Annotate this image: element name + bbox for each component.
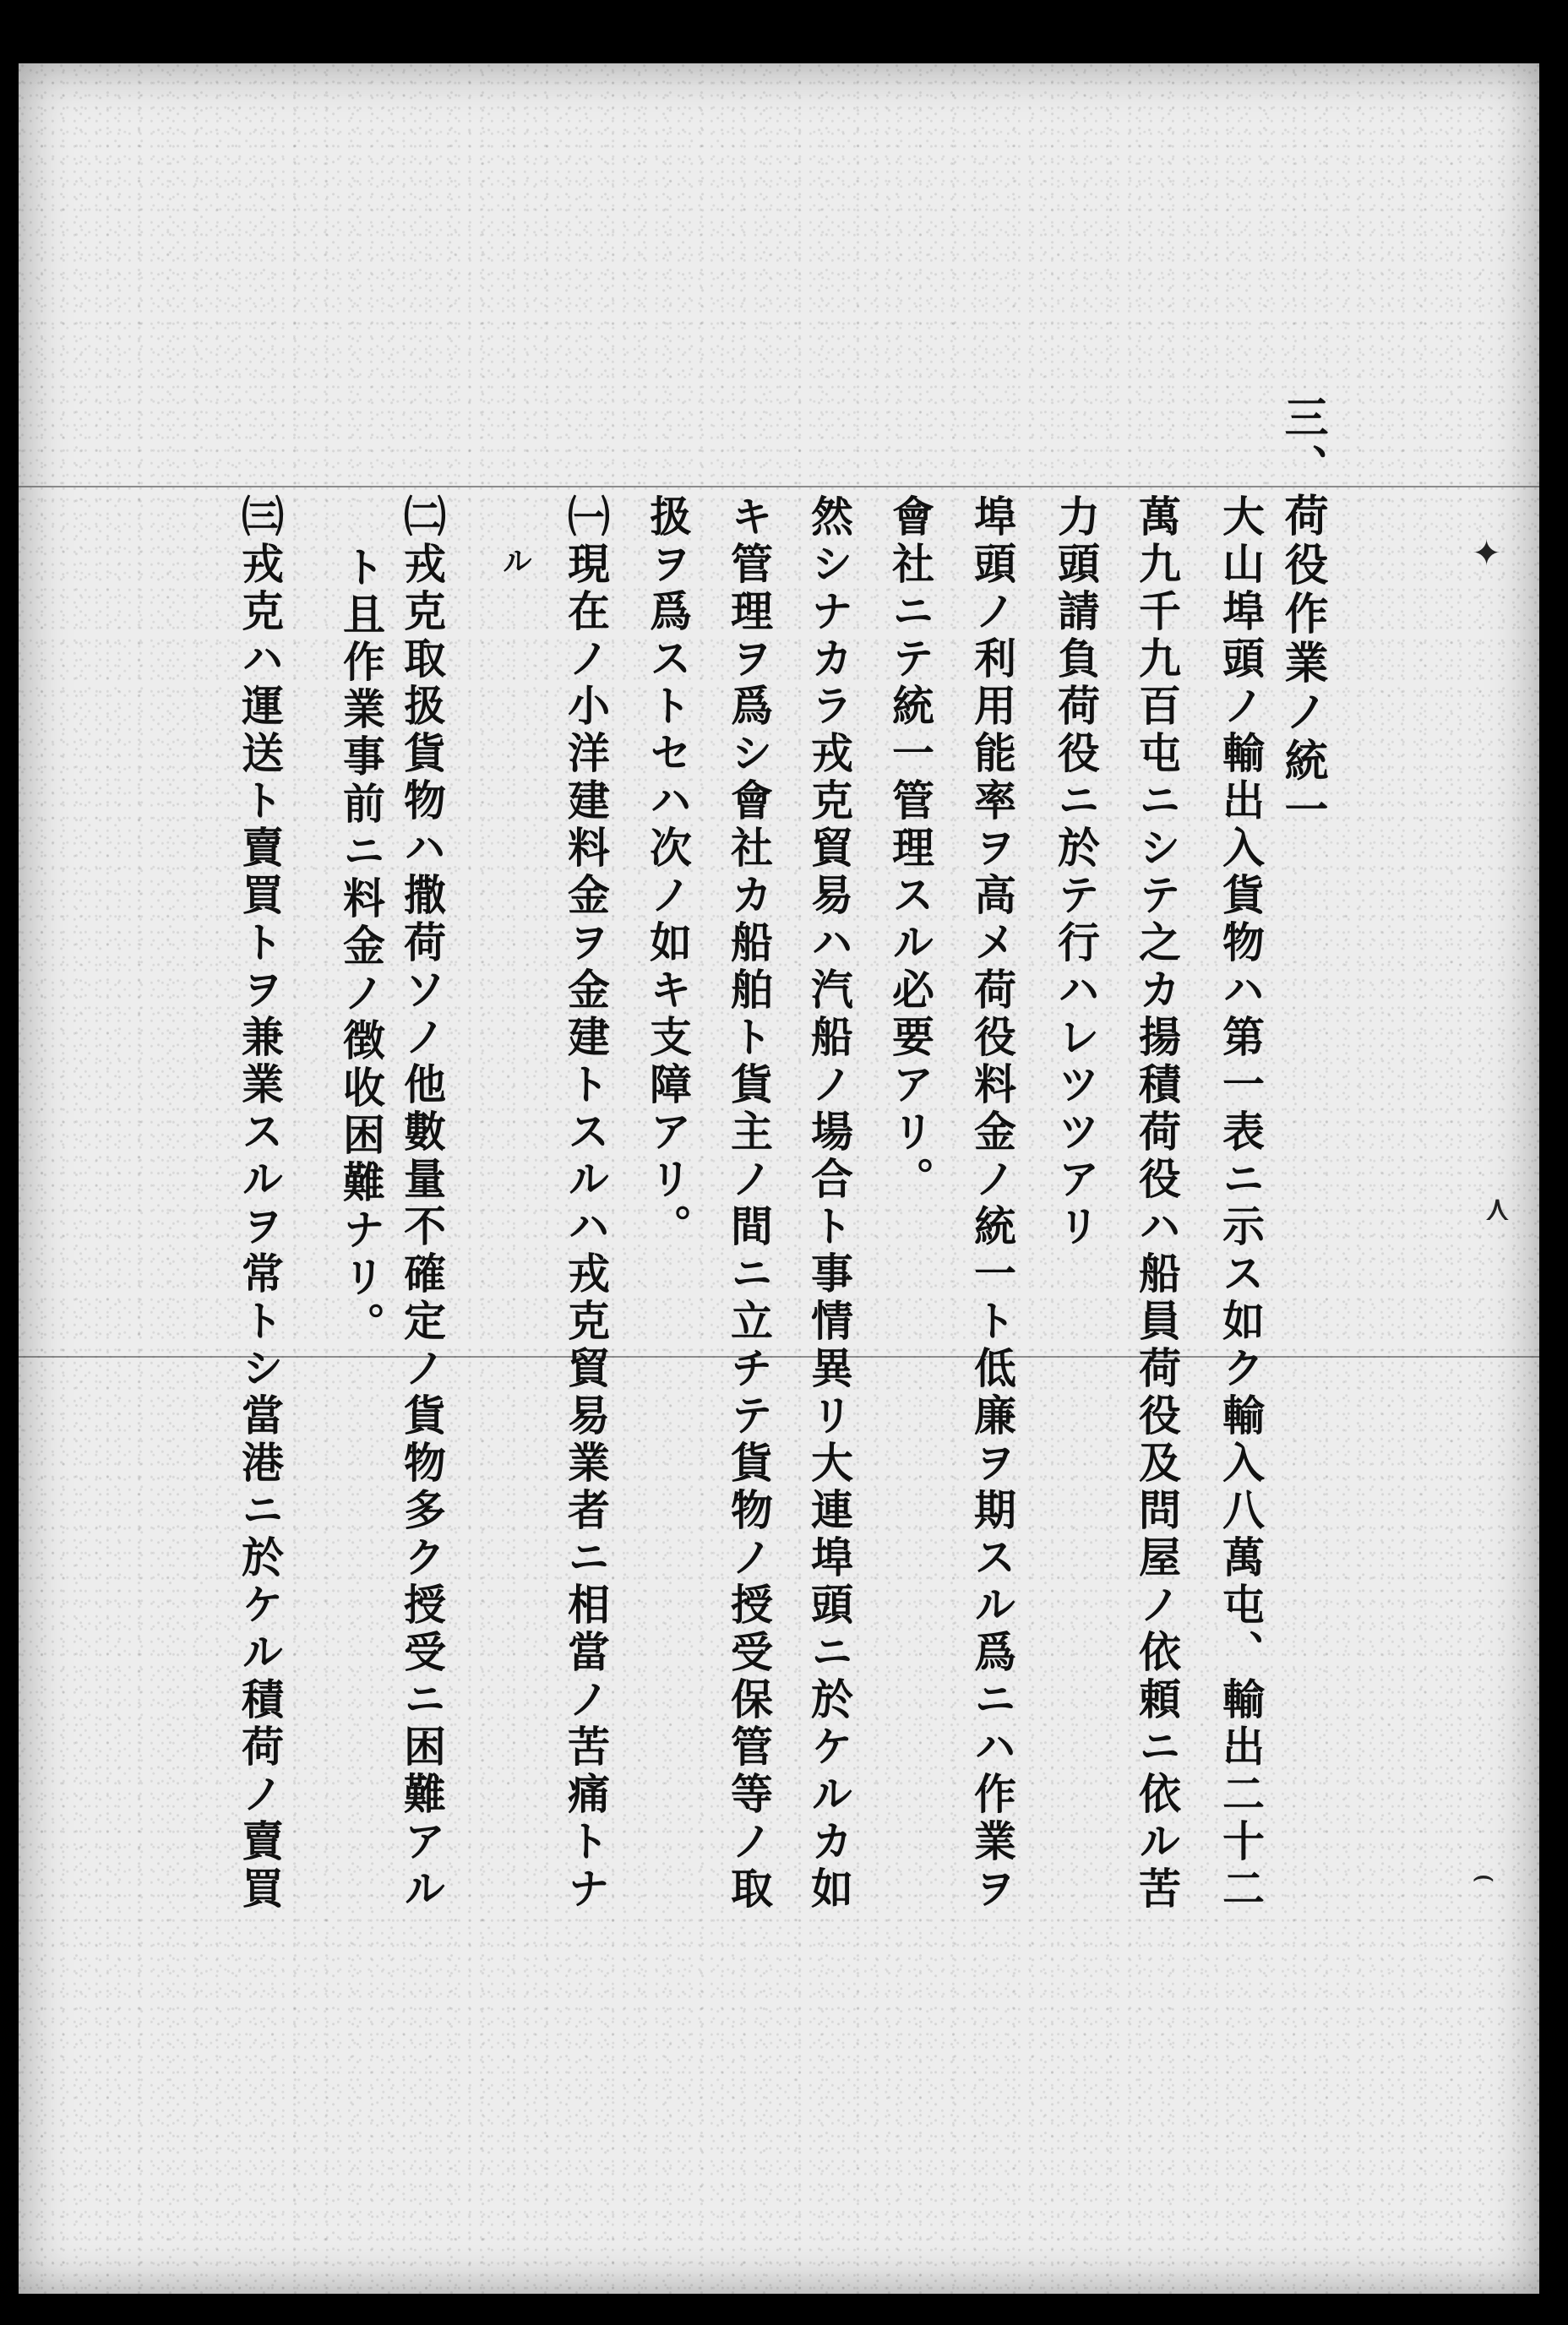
scanned-page — [19, 63, 1539, 2294]
section-heading: 三、荷役作業ノ統一 — [1277, 395, 1328, 836]
text-column: 萬九千九百屯ニシテ之カ揚積荷役ハ船員荷役及問屋ノ依頼ニ依ル苦 — [1132, 494, 1182, 1914]
ink-smudge: ✦ — [1472, 532, 1502, 574]
ink-smudge: ⋏ — [1484, 1187, 1511, 1228]
text-column: キ管理ヲ爲シ會社カ船舶ト貨主ノ間ニ立チテ貨物ノ授受保管等ノ取 — [724, 494, 774, 1914]
text-column: 大山埠頭ノ輸出入貨物ハ第一表ニ示ス如ク輸入八萬屯、輸出二十二 — [1216, 494, 1266, 1914]
text-column: ト且作業事前ニ料金ノ徴收困難ナリ。 — [336, 545, 386, 1349]
ink-smudge: ⌢ — [1472, 1854, 1495, 1896]
list-item: ㈠現在ノ小洋建料金ヲ金建トスルハ戎克貿易業者ニ相當ノ苦痛トナ — [561, 494, 611, 1914]
list-item: ㈡戎克取扱貨物ハ撒荷ソノ他數量不確定ノ貨物多ク授受ニ困難アル — [397, 494, 447, 1914]
text-column: ル — [498, 545, 533, 580]
text-column: 埠頭ノ利用能率ヲ高メ荷役料金ノ統一ト低廉ヲ期スル爲ニハ作業ヲ — [967, 494, 1017, 1914]
text-column: 會社ニテ統一管理スル必要アリ。 — [885, 494, 935, 1204]
text-column: 力頭請負荷役ニ於テ行ハレツツアリ — [1051, 494, 1101, 1251]
text-column: 扱ヲ爲ストセハ次ノ如キ支障アリ。 — [643, 494, 693, 1251]
list-item: ㈢戎克ハ運送ト賣買トヲ兼業スルヲ常トシ當港ニ於ケル積荷ノ賣買 — [235, 494, 285, 1914]
text-column: 然シナカラ戎克貿易ハ汽船ノ場合ト事情異リ大連埠頭ニ於ケルカ如 — [804, 494, 854, 1914]
